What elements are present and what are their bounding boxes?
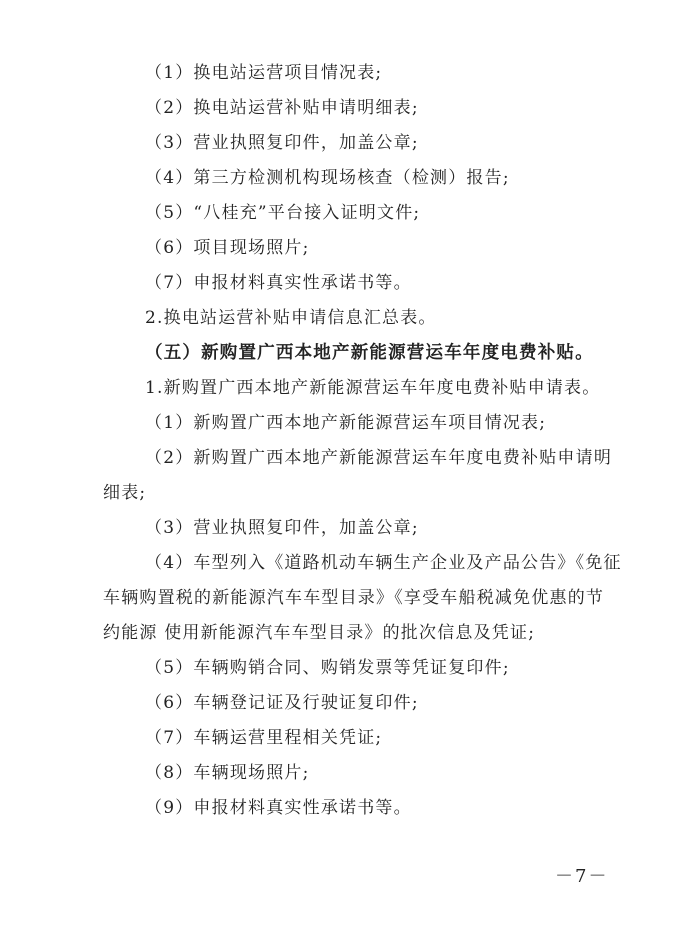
vehicle-item-7-mileage-proof: （7）车辆运营里程相关凭证;	[145, 728, 383, 748]
item-2-swap-station-subsidy-detail: （2）换电站运营补贴申请明细表;	[145, 98, 419, 118]
vehicle-item-4-line-3: 约能源 使用新能源汽车车型目录》的批次信息及凭证;	[103, 623, 536, 643]
vehicle-item-3-business-license: （3）营业执照复印件，加盖公章;	[145, 518, 419, 538]
section-1-application-form: 1.新购置广西本地产新能源营运车年度电费补贴申请表。	[145, 378, 601, 398]
item-6-project-photos: （6）项目现场照片;	[145, 238, 310, 258]
vehicle-item-5-contracts-invoices: （5）车辆购销合同、购销发票等凭证复印件;	[145, 658, 510, 678]
section-5-heading: （五）新购置广西本地产新能源营运车年度电费补贴。	[145, 343, 594, 363]
vehicle-item-8-vehicle-photos: （8）车辆现场照片;	[145, 763, 310, 783]
item-5-platform-access-proof: （5）“八桂充”平台接入证明文件;	[145, 203, 421, 223]
vehicle-item-4-line-1: （4）车型列入《道路机动车辆生产企业及产品公告》《免征	[145, 553, 622, 573]
vehicle-item-2-detail-line-2: 细表;	[103, 483, 147, 503]
vehicle-item-1-project-table: （1）新购置广西本地产新能源营运车项目情况表;	[145, 413, 547, 433]
item-4-third-party-inspection: （4）第三方检测机构现场核查（检测）报告;	[145, 168, 510, 188]
item-3-business-license: （3）营业执照复印件，加盖公章;	[145, 133, 419, 153]
section-2-summary-table: 2.换电站运营补贴申请信息汇总表。	[145, 308, 437, 328]
item-1-swap-station-project-table: （1）换电站运营项目情况表;	[145, 63, 383, 83]
item-7-authenticity-pledge: （7）申报材料真实性承诺书等。	[145, 273, 412, 293]
vehicle-item-9-authenticity-pledge: （9）申报材料真实性承诺书等。	[145, 798, 412, 818]
vehicle-item-2-detail-line-1: （2）新购置广西本地产新能源营运车年度电费补贴申请明	[145, 448, 613, 468]
page-number: －7－	[555, 866, 609, 887]
vehicle-item-4-line-2: 车辆购置税的新能源汽车车型目录》《享受车船税减免优惠的节	[103, 588, 605, 608]
vehicle-item-6-registration: （6）车辆登记证及行驶证复印件;	[145, 693, 419, 713]
